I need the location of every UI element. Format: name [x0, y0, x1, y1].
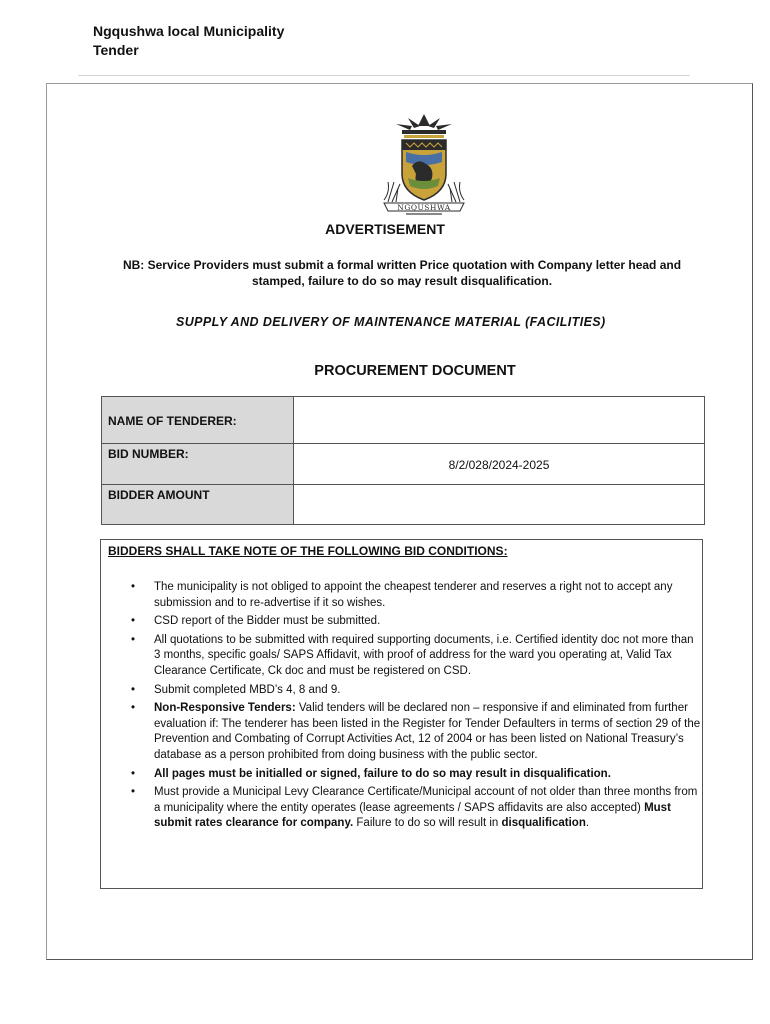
- bidder-amount-label: BIDDER AMOUNT: [102, 485, 294, 525]
- bullet-icon: •: [131, 702, 136, 715]
- tender-details-table: [101, 396, 705, 525]
- municipality-name: Ngqushwa local Municipality: [93, 23, 285, 39]
- bullet-icon: •: [131, 767, 136, 780]
- list-item: • All pages must be initialled or signed, failure to do so may result in disqualification.: [101, 767, 701, 783]
- bullet-icon: •: [131, 683, 136, 696]
- name-of-tenderer-value[interactable]: [294, 397, 705, 444]
- document-header: [93, 22, 284, 60]
- procurement-heading: PROCUREMENT DOCUMENT: [314, 363, 516, 379]
- tender-subject: SUPPLY AND DELIVERY OF MAINTENANCE MATERIAL (FACILITIES): [176, 315, 606, 329]
- bullet-icon: •: [131, 633, 136, 646]
- nb-notice-line1: NB: Service Providers must submit a formal written Price quotation with Company letter head and: [122, 258, 682, 272]
- advertisement-title: ADVERTISEMENT: [325, 221, 445, 237]
- nb-notice-line2: stamped, failure to do so may result disqualification.: [251, 274, 553, 288]
- bullet-icon: •: [131, 786, 136, 799]
- table-row: [102, 485, 705, 525]
- coat-of-arms-icon: [378, 112, 470, 218]
- bid-conditions-title: BIDDERS SHALL TAKE NOTE OF THE FOLLOWING BID CONDITIONS:: [108, 544, 508, 558]
- header-divider: [78, 75, 690, 76]
- name-of-tenderer-label: NAME OF TENDERER:: [102, 397, 294, 444]
- list-item: • Must provide a Municipal Levy Clearance Certificate/Municipal account of not older than three months from a municipality where the entity operates (lease agreements / SAPS affidavits are also accepted) Must submit rates clearance for company. Failure to do so will result in disqualification.: [131, 786, 698, 830]
- bullet-icon: •: [131, 615, 136, 628]
- list-item: • Non-Responsive Tenders: Valid tenders will be declared non – responsive if and eliminated from further evaluation if: The tenderer has been listed in the Register for Tender Defaulters in terms of section 29 of the Prevention and Combating of Corrupt Activities Act, 12 of 2004 or has been listed on National Treasury’s database as a person prohibited from doing business with the public sector.: [131, 702, 701, 761]
- bid-conditions-list: [101, 580, 701, 835]
- bidder-amount-value[interactable]: [294, 485, 705, 525]
- bid-number-label: BID NUMBER:: [102, 444, 294, 485]
- logo-banner-text: NGQUSHWA: [397, 203, 451, 212]
- bullet-icon: •: [131, 581, 136, 593]
- bid-conditions-box: [100, 539, 703, 889]
- bid-number-value: 8/2/028/2024-2025: [294, 444, 705, 485]
- list-item: • Submit completed MBD’s 4, 8 and 9.: [101, 683, 701, 699]
- list-item: • CSD report of the Bidder must be submitted.: [101, 614, 701, 630]
- table-row: [102, 444, 705, 485]
- document-type: Tender: [93, 42, 139, 58]
- table-row: [102, 397, 705, 444]
- list-item: • The municipality is not obliged to appoint the cheapest tenderer and reserves a right not to accept any submission and to re-advertise if it so wishes.: [131, 581, 673, 609]
- nb-notice: [96, 257, 708, 289]
- list-item: • All quotations to be submitted with required supporting documents, i.e. Certified identity doc not more than 3 months, specific goals/ SAPS Affidavit, with proof of address for the ward you operating at, Valid Tax Clearance Certificate, Ck doc and must be registered on CSD.: [131, 633, 694, 677]
